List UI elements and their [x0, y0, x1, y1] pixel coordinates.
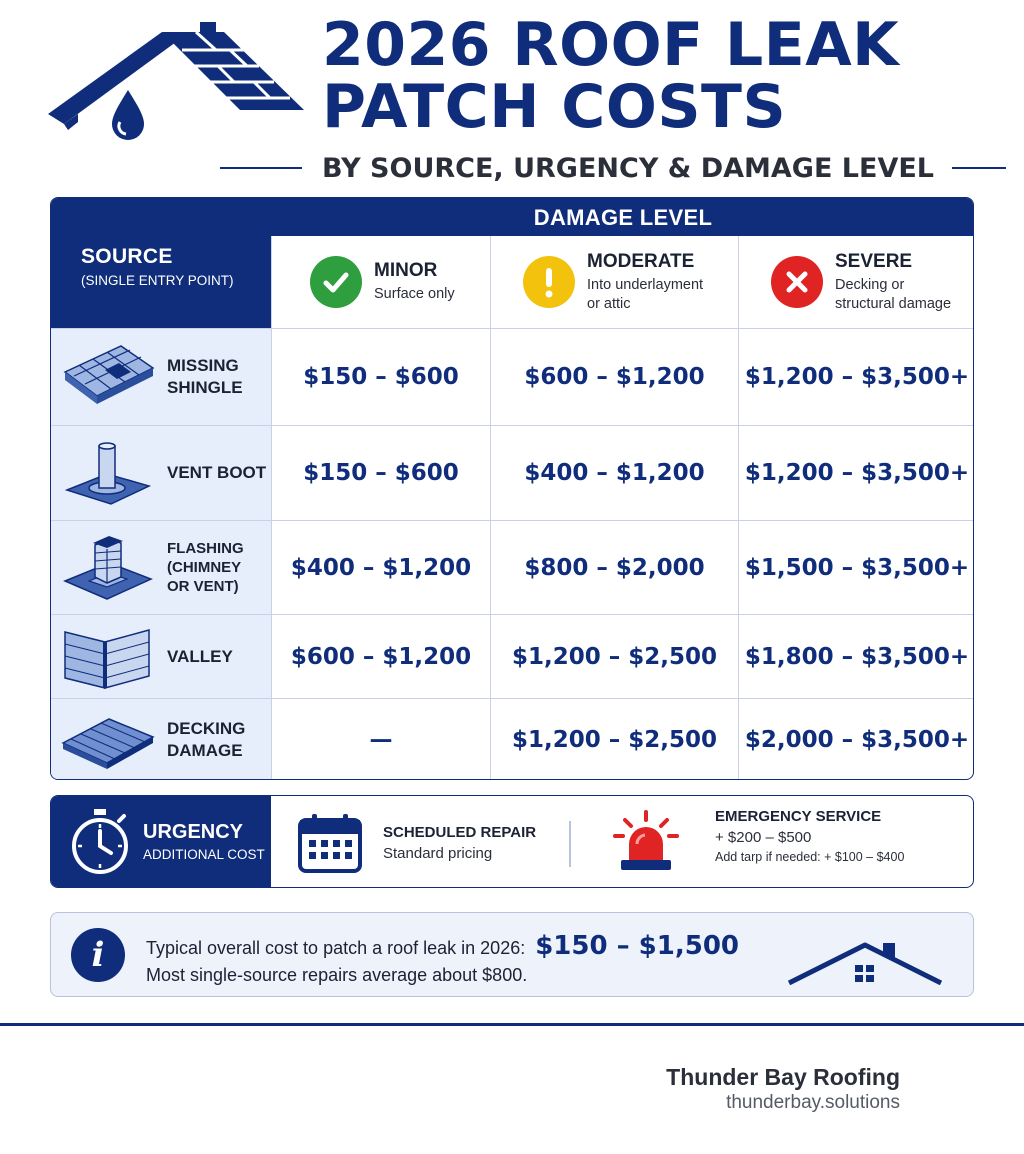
missing-shingle-icon: [59, 342, 157, 412]
scheduled-desc: Standard pricing: [383, 845, 493, 862]
urgency-panel: [50, 795, 974, 888]
level-desc-line: or attic: [587, 295, 631, 312]
source-label: [167, 539, 244, 596]
summary-line: [146, 931, 739, 961]
cost-table: [50, 197, 974, 780]
cost-severe: $1,200 – $3,500+: [738, 329, 974, 425]
level-minor: [271, 236, 490, 328]
scheduled-label: SCHEDULED REPAIR: [383, 824, 537, 841]
source-label-line: MISSING: [167, 356, 239, 375]
chimney-flashing-icon: [59, 531, 157, 605]
level-desc: Surface only: [374, 286, 455, 302]
damage-level-heading: DAMAGE LEVEL: [271, 198, 974, 236]
calendar-icon: [297, 812, 363, 874]
table-row: [51, 614, 974, 698]
source-label: [167, 646, 233, 668]
cost-minor: $150 – $600: [271, 329, 490, 425]
title-line-1: 2026 ROOF LEAK: [322, 10, 900, 80]
urgency-header: [51, 796, 271, 887]
subtitle-row: [220, 150, 974, 186]
cost-severe: $1,500 – $3,500+: [738, 521, 974, 614]
source-header: [51, 198, 271, 328]
divider: [220, 167, 302, 169]
table-row: [51, 520, 974, 614]
page-subtitle: BY SOURCE, URGENCY & DAMAGE LEVEL: [322, 152, 934, 184]
level-desc: [587, 276, 703, 314]
house-icon: [785, 939, 945, 985]
cost-minor: $150 – $600: [271, 426, 490, 520]
siren-icon: [611, 808, 681, 876]
source-label-line: (CHIMNEY: [167, 559, 242, 576]
cost-moderate: $800 – $2,000: [490, 521, 738, 614]
level-desc-line: Into underlayment: [587, 276, 704, 293]
stopwatch-icon: [69, 807, 131, 877]
emergency-service: [611, 808, 904, 876]
level-moderate: [490, 236, 738, 328]
roof-logo-icon: [44, 18, 306, 150]
emergency-label: EMERGENCY SERVICE: [715, 808, 882, 825]
table-row: [51, 698, 974, 780]
source-label-line: SHINGLE: [167, 378, 243, 397]
source-cell: [51, 521, 271, 614]
divider: [0, 1023, 1024, 1026]
divider: [952, 167, 1006, 169]
title-line-2: PATCH COSTS: [322, 72, 787, 142]
source-label: [167, 355, 243, 399]
cost-moderate: $1,200 – $2,500: [490, 699, 738, 780]
source-label-line: VENT BOOT: [167, 463, 267, 482]
cost-moderate: $600 – $1,200: [490, 329, 738, 425]
check-icon: [310, 256, 362, 308]
urgency-subheading: ADDITIONAL COST: [143, 847, 265, 862]
emergency-note: Add tarp if needed: + $100 – $400: [715, 850, 905, 864]
vent-boot-icon: [59, 438, 157, 508]
source-heading: SOURCE: [81, 244, 173, 268]
cost-minor: —: [271, 699, 490, 780]
x-icon: [771, 256, 823, 308]
summary-range: $150 – $1,500: [535, 931, 740, 961]
table-row: [51, 425, 974, 520]
source-label: [167, 718, 245, 762]
source-label-line: VALLEY: [167, 646, 233, 666]
brand-name: Thunder Bay Roofing: [666, 1064, 900, 1090]
source-subheading: (SINGLE ENTRY POINT): [81, 272, 234, 288]
source-label-line: FLASHING: [167, 540, 244, 557]
decking-icon: [59, 707, 157, 773]
summary-lead: Typical overall cost to patch a roof leak in 2026:: [146, 938, 526, 958]
valley-icon: [59, 622, 157, 692]
summary-panel: [50, 912, 974, 997]
level-severe: [738, 236, 974, 328]
urgency-heading: URGENCY: [143, 821, 244, 843]
cost-severe: $2,000 – $3,500+: [738, 699, 974, 780]
level-name: MODERATE: [587, 250, 695, 272]
emergency-price: + $200 – $500: [715, 829, 812, 846]
level-desc-line: structural damage: [835, 295, 952, 312]
cost-minor: $600 – $1,200: [271, 615, 490, 698]
info-icon: i: [71, 928, 125, 982]
scheduled-repair: [297, 812, 536, 874]
cost-minor: $400 – $1,200: [271, 521, 490, 614]
exclamation-icon: [523, 256, 575, 308]
table-row: [51, 328, 974, 425]
source-cell: [51, 615, 271, 698]
cost-moderate: $400 – $1,200: [490, 426, 738, 520]
source-label-line: DAMAGE: [167, 741, 243, 760]
source-cell: [51, 699, 271, 780]
brand-url: thunderbay.solutions: [726, 1092, 900, 1113]
source-label-line: OR VENT): [167, 578, 239, 595]
cost-moderate: $1,200 – $2,500: [490, 615, 738, 698]
level-name: MINOR: [374, 260, 438, 281]
page-title: [322, 10, 900, 142]
source-cell: [51, 329, 271, 425]
source-label-line: DECKING: [167, 719, 246, 738]
level-desc: [835, 276, 951, 314]
divider: [569, 821, 571, 867]
source-label: [167, 462, 266, 484]
brand: [666, 1064, 900, 1114]
level-name: SEVERE: [835, 250, 913, 272]
summary-note: Most single-source repairs average about $800.: [146, 965, 528, 985]
source-cell: [51, 426, 271, 520]
cost-severe: $1,800 – $3,500+: [738, 615, 974, 698]
cost-severe: $1,200 – $3,500+: [738, 426, 974, 520]
level-desc-line: Decking or: [835, 276, 905, 293]
